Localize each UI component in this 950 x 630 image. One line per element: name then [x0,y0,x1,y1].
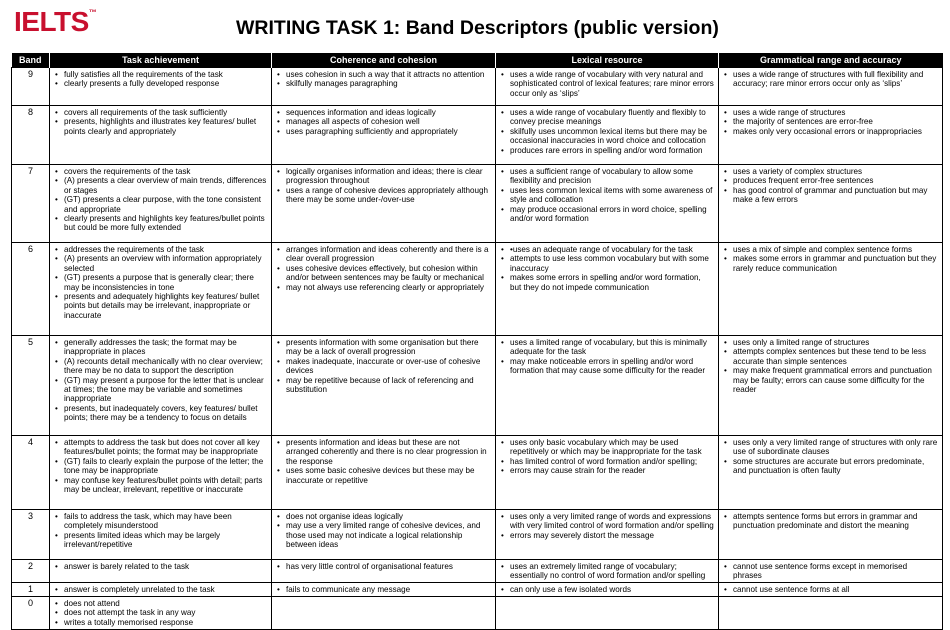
descriptor-item: • covers all requirements of the task sufficiently [54,108,267,117]
logo-text: IELTS [14,6,89,37]
cell-grammatical-range [719,510,943,560]
descriptor-list [276,70,491,89]
cell-task-achievement [50,596,272,629]
descriptor-item: • uses paragraphing sufficiently and appropriately [276,127,491,136]
descriptor-item: • attempts sentence forms but errors in grammar and punctuation predominate and distort the meaning [723,512,938,531]
descriptor-item: • does not attend [54,599,267,608]
descriptor-item: • (GT) presents a clear purpose, with the tone consistent and appropriate [54,195,267,214]
band-score: 2 [12,560,50,583]
cell-task-achievement [50,165,272,243]
cell-task-achievement [50,106,272,165]
page-header [0,0,950,48]
cell-lexical-resource [496,106,719,165]
descriptor-list [276,167,491,205]
descriptor-list [54,562,267,571]
cell-task-achievement [50,243,272,336]
cell-lexical-resource [496,243,719,336]
cell-lexical-resource [496,165,719,243]
descriptor-list [276,245,491,292]
cell-coherence-cohesion [272,596,496,629]
descriptor-item: • uses a limited range of vocabulary, but this is minimally adequate for the task [500,338,714,357]
descriptor-item: • uses only a very limited range of words and expressions with very limited control of word formation and/or spelling [500,512,714,531]
descriptor-item: • •uses an adequate range of vocabulary for the task [500,245,714,254]
descriptor-item: • makes some errors in grammar and punctuation but they rarely reduce communication [723,254,938,273]
descriptor-item: • uses a sufficient range of vocabulary to allow some flexibility and precision [500,167,714,186]
table-row [12,68,943,106]
descriptor-item: • sequences information and ideas logically [276,108,491,117]
descriptor-list [500,338,714,376]
descriptor-item: • fails to address the task, which may have been completely misunderstood [54,512,267,531]
header-lexical-resource: Lexical resource [496,53,719,68]
descriptor-item: • can only use a few isolated words [500,585,714,594]
descriptor-list [500,562,714,581]
table-header-row [12,53,943,68]
descriptor-item: • (A) presents a clear overview of main trends, differences or stages [54,176,267,195]
descriptor-item: • uses a wide range of structures with full flexibility and accuracy; rare minor errors occur only as ‘slips’ [723,70,938,89]
band-score: 7 [12,165,50,243]
descriptor-item: • covers the requirements of the task [54,167,267,176]
band-score: 8 [12,106,50,165]
descriptor-list [723,562,938,581]
table-row [12,336,943,436]
descriptor-item: • fully satisfies all the requirements of the task [54,70,267,79]
descriptor-item: • presents information and ideas but these are not arranged coherently and there is no clear progression in the response [276,438,491,466]
table-row [12,582,943,596]
descriptor-item: • has limited control of word formation and/or spelling; [500,457,714,466]
cell-coherence-cohesion [272,560,496,583]
descriptor-item: • uses less common lexical items with some awareness of style and collocation [500,186,714,205]
descriptor-list [500,585,714,594]
descriptor-list [276,108,491,136]
descriptor-list [500,108,714,155]
cell-grammatical-range [719,560,943,583]
descriptor-item: • presents and adequately highlights key features/ bullet points but details may be irrelevant, inappropriate or inaccurate [54,292,267,320]
descriptor-item: • does not attempt the task in any way [54,608,267,617]
descriptor-item: • errors may cause strain for the reader [500,466,714,475]
descriptor-item: • may produce occasional errors in word choice, spelling and/or word formation [500,205,714,224]
descriptor-item: • generally addresses the task; the format may be inappropriate in places [54,338,267,357]
descriptor-list [500,70,714,98]
descriptor-item: • errors may severely distort the message [500,531,714,540]
descriptor-list [723,512,938,531]
cell-grammatical-range [719,68,943,106]
cell-lexical-resource [496,596,719,629]
band-descriptors-table [11,53,943,630]
band-score: 4 [12,436,50,510]
cell-coherence-cohesion [272,68,496,106]
descriptor-item: • (A) recounts detail mechanically with no clear overview; there may be no data to support the description [54,357,267,376]
descriptor-item: • may make noticeable errors in spelling and/or word formation that may cause some difficulty for the reader [500,357,714,376]
descriptor-item: • uses a wide range of vocabulary fluently and flexibly to convey precise meanings [500,108,714,127]
descriptor-list [723,108,938,136]
descriptor-item: • clearly presents a fully developed response [54,79,267,88]
cell-task-achievement [50,510,272,560]
descriptor-item: • attempts to use less common vocabulary but with some inaccuracy [500,254,714,273]
descriptor-list [723,70,938,89]
descriptor-list [276,585,491,594]
descriptor-item: • fails to communicate any message [276,585,491,594]
descriptor-list [500,245,714,292]
cell-coherence-cohesion [272,243,496,336]
cell-lexical-resource [496,582,719,596]
descriptor-item: • makes some errors in spelling and/or word formation, but they do not impede communication [500,273,714,292]
descriptor-list [723,338,938,394]
page-title: WRITING TASK 1: Band Descriptors (public version) [236,17,719,39]
cell-lexical-resource [496,436,719,510]
cell-task-achievement [50,582,272,596]
descriptor-list [54,585,267,594]
descriptor-item: • manages all aspects of cohesion well [276,117,491,126]
descriptor-item: • produces frequent error-free sentences [723,176,938,185]
descriptor-list [54,167,267,233]
descriptor-item: • uses only a limited range of structures [723,338,938,347]
descriptor-list [276,438,491,485]
descriptor-item: • uses only basic vocabulary which may be used repetitively or which may be inappropriate for the task [500,438,714,457]
descriptor-item: • cannot use sentence forms except in memorised phrases [723,562,938,581]
descriptor-item: • some structures are accurate but errors predominate, and punctuation is often faulty [723,457,938,476]
descriptor-item: • may be repetitive because of lack of referencing and substitution [276,376,491,395]
descriptor-list [723,245,938,273]
table-row [12,436,943,510]
descriptor-list [54,70,267,89]
descriptor-item: • uses cohesive devices effectively, but cohesion within and/or between sentences may be faulty or mechanical [276,264,491,283]
band-score: 5 [12,336,50,436]
band-score: 6 [12,243,50,336]
descriptor-item: • has good control of grammar and punctuation but may make a few errors [723,186,938,205]
cell-coherence-cohesion [272,165,496,243]
descriptor-list [723,438,938,476]
descriptor-list [500,438,714,476]
descriptor-list [54,438,267,494]
descriptor-list [276,562,491,571]
cell-lexical-resource [496,560,719,583]
descriptor-list [54,338,267,423]
descriptor-item: • uses a wide range of structures [723,108,938,117]
cell-grammatical-range [719,106,943,165]
table-row [12,165,943,243]
cell-task-achievement [50,336,272,436]
descriptor-list [54,245,267,320]
header-grammatical-range: Grammatical range and accuracy [719,53,943,68]
descriptor-item: • arranges information and ideas coherently and there is a clear overall progression [276,245,491,264]
descriptor-item: • logically organises information and ideas; there is clear progression throughout [276,167,491,186]
cell-coherence-cohesion [272,336,496,436]
descriptor-item: • uses a wide range of vocabulary with very natural and sophisticated control of lexical features; rare minor errors occur only as ‘slips’ [500,70,714,98]
descriptor-list [54,108,267,136]
cell-grammatical-range [719,243,943,336]
cell-task-achievement [50,560,272,583]
descriptor-item: • uses a range of cohesive devices appropriately although there may be some under-/over-use [276,186,491,205]
cell-grammatical-range [719,165,943,243]
descriptor-item: • uses an extremely limited range of vocabulary; essentially no control of word formation and/or spelling [500,562,714,581]
descriptor-item: • presents limited ideas which may be largely irrelevant/repetitive [54,531,267,550]
band-score: 9 [12,68,50,106]
descriptor-item: • presents, highlights and illustrates key features/ bullet points clearly and appropriately [54,117,267,136]
descriptor-item: • cannot use sentence forms at all [723,585,938,594]
descriptor-list [723,585,938,594]
descriptor-item: • uses a mix of simple and complex sentence forms [723,245,938,254]
descriptor-item: • has very little control of organisational features [276,562,491,571]
descriptor-item: • uses a variety of complex structures [723,167,938,176]
cell-lexical-resource [496,510,719,560]
cell-lexical-resource [496,336,719,436]
descriptor-item: • (GT) presents a purpose that is generally clear; there may be inconsistencies in tone [54,273,267,292]
descriptor-item: • may confuse key features/bullet points with detail; parts may be unclear, irrelevant, repetitive or inaccurate [54,476,267,495]
cell-grammatical-range [719,596,943,629]
descriptor-item: • addresses the requirements of the task [54,245,267,254]
descriptor-item: • produces rare errors in spelling and/or word formation [500,146,714,155]
band-score: 3 [12,510,50,560]
descriptor-item: • may use a very limited range of cohesive devices, and those used may not indicate a logical relationship between ideas [276,521,491,549]
descriptor-item: • answer is completely unrelated to the task [54,585,267,594]
descriptor-item: • writes a totally memorised response [54,618,267,627]
descriptor-item: • (GT) may present a purpose for the letter that is unclear at times; the tone may be variable and sometimes inappropriate [54,376,267,404]
descriptor-item: • uses only a very limited range of structures with only rare use of subordinate clauses [723,438,938,457]
descriptor-list [276,512,491,550]
table-row [12,560,943,583]
descriptor-item: • may not always use referencing clearly or appropriately [276,283,491,292]
table-row [12,510,943,560]
descriptor-item: • the majority of sentences are error-free [723,117,938,126]
cell-grammatical-range [719,582,943,596]
table-body [12,68,943,630]
descriptor-list [276,338,491,394]
descriptor-item: • attempts complex sentences but these tend to be less accurate than simple sentences [723,347,938,366]
cell-grammatical-range [719,436,943,510]
trademark-mark: ™ [88,8,97,17]
descriptor-item: • uses cohesion in such a way that it attracts no attention [276,70,491,79]
descriptor-list [500,167,714,223]
cell-lexical-resource [496,68,719,106]
cell-task-achievement [50,68,272,106]
descriptor-item: • presents information with some organisation but there may be a lack of overall progression [276,338,491,357]
cell-coherence-cohesion [272,436,496,510]
descriptor-item: • does not organise ideas logically [276,512,491,521]
table-row [12,243,943,336]
table-row [12,106,943,165]
header-coherence-cohesion: Coherence and cohesion [272,53,496,68]
descriptor-item: • clearly presents and highlights key features/bullet points but could be more fully extended [54,214,267,233]
descriptor-item: • may make frequent grammatical errors and punctuation may be faulty; errors can cause some difficulty for the reader [723,366,938,394]
band-score: 0 [12,596,50,629]
table-row [12,596,943,629]
descriptor-item: • answer is barely related to the task [54,562,267,571]
descriptor-item: • makes inadequate, inaccurate or over-use of cohesive devices [276,357,491,376]
band-score: 1 [12,582,50,596]
descriptor-item: • makes only very occasional errors or inappropriacies [723,127,938,136]
descriptor-item: • uses some basic cohesive devices but these may be inaccurate or repetitive [276,466,491,485]
descriptor-item: • (A) presents an overview with information appropriately selected [54,254,267,273]
descriptor-item: • attempts to address the task but does not cover all key features/bullet points; the format may be inappropriate [54,438,267,457]
descriptor-item: • skilfully uses uncommon lexical items but there may be occasional inaccuracies in word choice and collocation [500,127,714,146]
header-task-achievement: Task achievement [50,53,272,68]
cell-coherence-cohesion [272,582,496,596]
descriptor-item: • skilfully manages paragraphing [276,79,491,88]
descriptor-item: • (GT) fails to clearly explain the purpose of the letter; the tone may be inappropriate [54,457,267,476]
cell-task-achievement [50,436,272,510]
descriptor-list [723,167,938,205]
descriptor-list [500,512,714,540]
descriptor-list [54,599,267,627]
cell-coherence-cohesion [272,510,496,560]
cell-coherence-cohesion [272,106,496,165]
ielts-logo [14,6,96,38]
header-band: Band [12,53,50,68]
descriptor-list [54,512,267,550]
descriptor-item: • presents, but inadequately covers, key features/ bullet points; there may be a tendency to focus on details [54,404,267,423]
cell-grammatical-range [719,336,943,436]
